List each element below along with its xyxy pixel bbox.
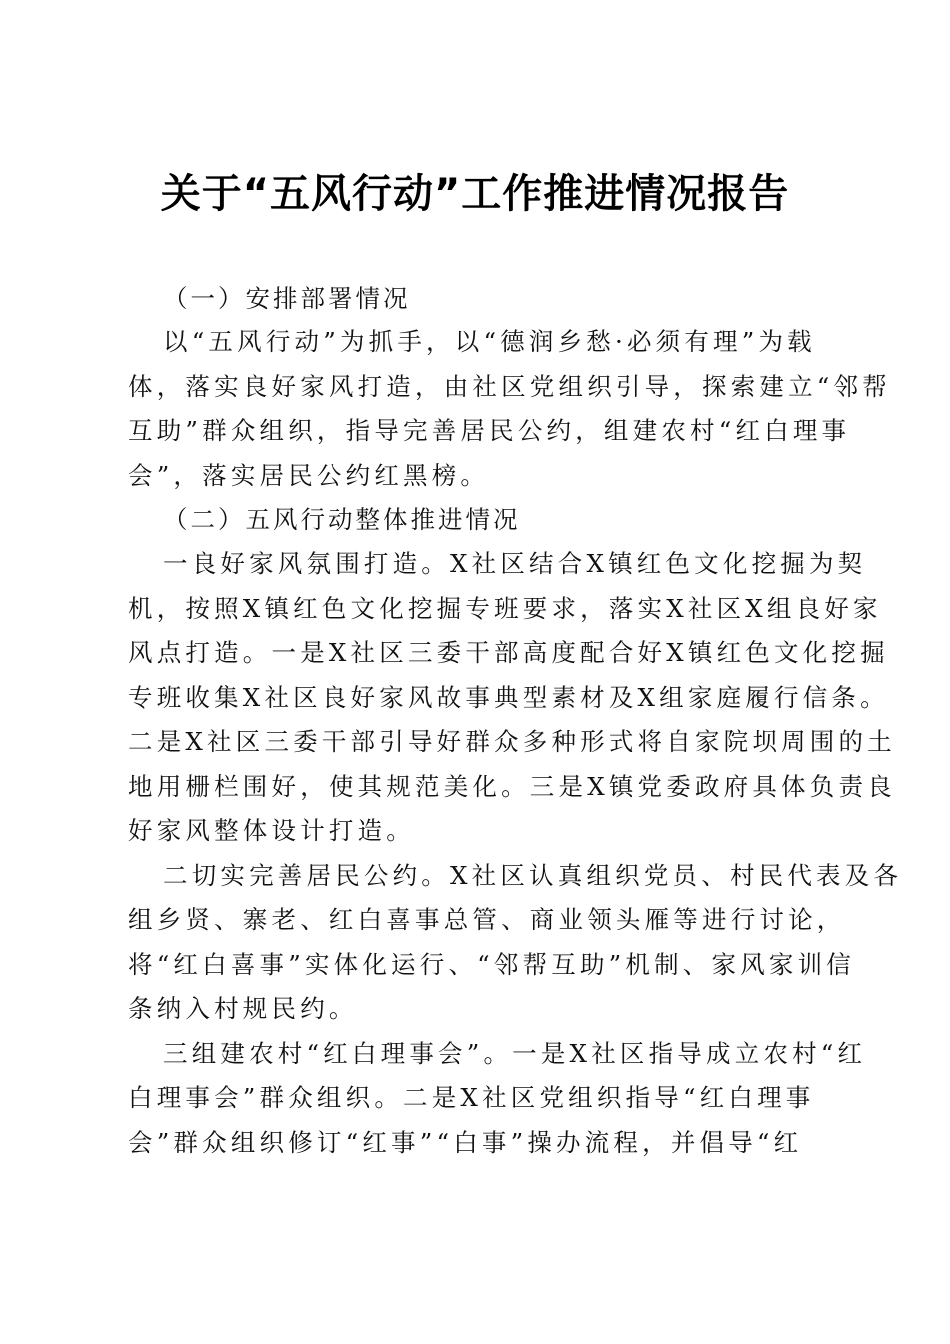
- section-heading: （一）安排部署情况: [163, 284, 411, 313]
- paragraph-line: 互助”群众组织，指导完善居民公约，组建农村“红白理事: [128, 416, 851, 445]
- paragraph-line: 组乡贤、寨老、红白喜事总管、商业领头雁等进行讨论，: [128, 905, 846, 934]
- paragraph-line: 一良好家风氛围打造。X社区结合X镇红色文化挖掘为契: [163, 549, 867, 578]
- paragraph-line: 将“红白喜事”实体化运行、“邻帮互助”机制、家风家训信: [128, 950, 855, 979]
- paragraph-line: 地用栅栏围好，使其规范美化。三是X镇党委政府具体负责良: [128, 772, 896, 801]
- paragraph-line: 风点打造。一是X社区三委干部高度配合好X镇红色文化挖掘: [128, 638, 889, 667]
- paragraph-line: 三组建农村“红白理事会”。一是X社区指导成立农村“红: [163, 1039, 867, 1068]
- paragraph-line: 二是X社区三委干部引导好群众多种形式将自家院坝周围的土: [128, 727, 896, 756]
- paragraph-line: 白理事会”群众组织。二是X社区党组织指导“红白理事: [128, 1083, 815, 1112]
- paragraph-line: 以“五风行动”为抓手，以“德润乡愁·必须有理”为载: [163, 327, 816, 356]
- paragraph-line: 专班收集X社区良好家风故事典型素材及X组家庭履行信条。: [128, 683, 889, 712]
- paragraph-line: 条纳入村规民约。: [128, 994, 358, 1023]
- paragraph-line: 机，按照X镇红色文化挖掘专班要求，落实X社区X组良好家: [128, 594, 882, 623]
- section-heading: （二）五风行动整体推进情况: [163, 505, 521, 534]
- paragraph-line: 好家风整体设计打造。: [128, 816, 415, 845]
- paragraph-line: 会”群众组织修订“红事”“白事”操办流程，并倡导“红: [128, 1128, 803, 1157]
- paragraph-line: 会”，落实居民公约红黑榜。: [128, 461, 490, 490]
- paragraph-line: 体，落实良好家风打造，由社区党组织引导，探索建立“邻帮: [128, 372, 891, 401]
- paragraph-line: 二切实完善居民公约。X社区认真组织党员、村民代表及各: [163, 861, 903, 890]
- document-title: 关于“五风行动”工作推进情况报告: [160, 171, 790, 217]
